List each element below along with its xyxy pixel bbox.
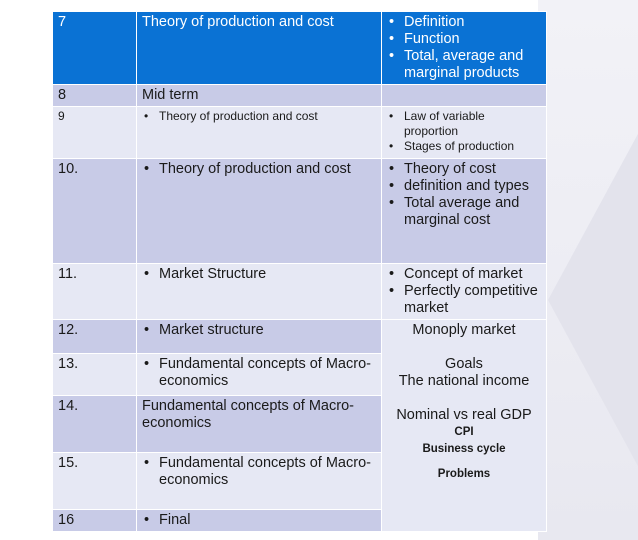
- topic-cell: [137, 354, 382, 396]
- topic-cell: Theory of production and cost: [137, 12, 382, 85]
- topic-cell: [137, 264, 382, 320]
- week-cell: 11.: [53, 264, 137, 320]
- topic-cell: Mid term: [137, 85, 382, 107]
- week-cell: 9: [53, 107, 137, 159]
- topic-item: • Fundamental concepts of Macro-economics: [142, 455, 376, 489]
- week-cell: 8: [53, 85, 137, 107]
- monopoly-text: Monoply market: [412, 322, 516, 338]
- table-row: [53, 12, 547, 85]
- topic-item: • Market structure: [142, 322, 376, 339]
- week-cell: 16: [53, 510, 137, 532]
- topic-cell: [137, 320, 382, 354]
- week-cell: 12.: [53, 320, 137, 354]
- business-cycle-text: Business cycle: [422, 443, 506, 455]
- detail-item: • Function: [387, 31, 541, 48]
- table-row: [53, 85, 547, 107]
- table-row: [53, 159, 547, 264]
- table-row: [53, 264, 547, 320]
- cpi-text: CPI: [454, 426, 474, 438]
- week-cell: 7: [53, 12, 137, 85]
- topic-item: • Theory of production and cost: [142, 161, 376, 178]
- topic-item: • Fundamental concepts of Macro-economics: [142, 356, 376, 390]
- detail-item: • Total, average and marginal products: [387, 48, 541, 82]
- details-cell: [382, 159, 547, 264]
- national-income-text: The national income: [398, 373, 530, 389]
- nominal-real-text: Nominal vs real GDP: [396, 407, 532, 423]
- problems-text: Problems: [437, 468, 491, 480]
- topic-item: • Theory of production and cost: [142, 109, 376, 124]
- table-row: [53, 320, 547, 354]
- topic-cell: Fundamental concepts of Macro-economics: [137, 396, 382, 453]
- topic-cell: [137, 107, 382, 159]
- topic-cell: [137, 453, 382, 510]
- topic-cell: [137, 510, 382, 532]
- background-triangle: [548, 60, 638, 540]
- detail-item: • Total average and marginal cost: [387, 195, 541, 229]
- topic-cell: [137, 159, 382, 264]
- merged-details-cell: [382, 320, 547, 532]
- week-cell: 10.: [53, 159, 137, 264]
- detail-item: • Perfectly competitive market: [387, 283, 541, 317]
- table-row: [53, 107, 547, 159]
- details-cell: [382, 264, 547, 320]
- detail-item: • Law of variable proportion: [387, 109, 541, 139]
- detail-item: • Definition: [387, 14, 541, 31]
- details-cell: [382, 12, 547, 85]
- details-cell: [382, 85, 547, 107]
- details-cell: [382, 107, 547, 159]
- detail-item: • Concept of market: [387, 266, 541, 283]
- detail-item: • Theory of cost: [387, 161, 541, 178]
- detail-item: • definition and types: [387, 178, 541, 195]
- week-cell: 13.: [53, 354, 137, 396]
- week-cell: 14.: [53, 396, 137, 453]
- course-schedule-table: [52, 11, 547, 532]
- topic-item: • Final: [142, 512, 376, 529]
- goals-text: Goals: [445, 356, 483, 372]
- week-cell: 15.: [53, 453, 137, 510]
- detail-item: • Stages of production: [387, 139, 541, 154]
- topic-item: • Market Structure: [142, 266, 376, 283]
